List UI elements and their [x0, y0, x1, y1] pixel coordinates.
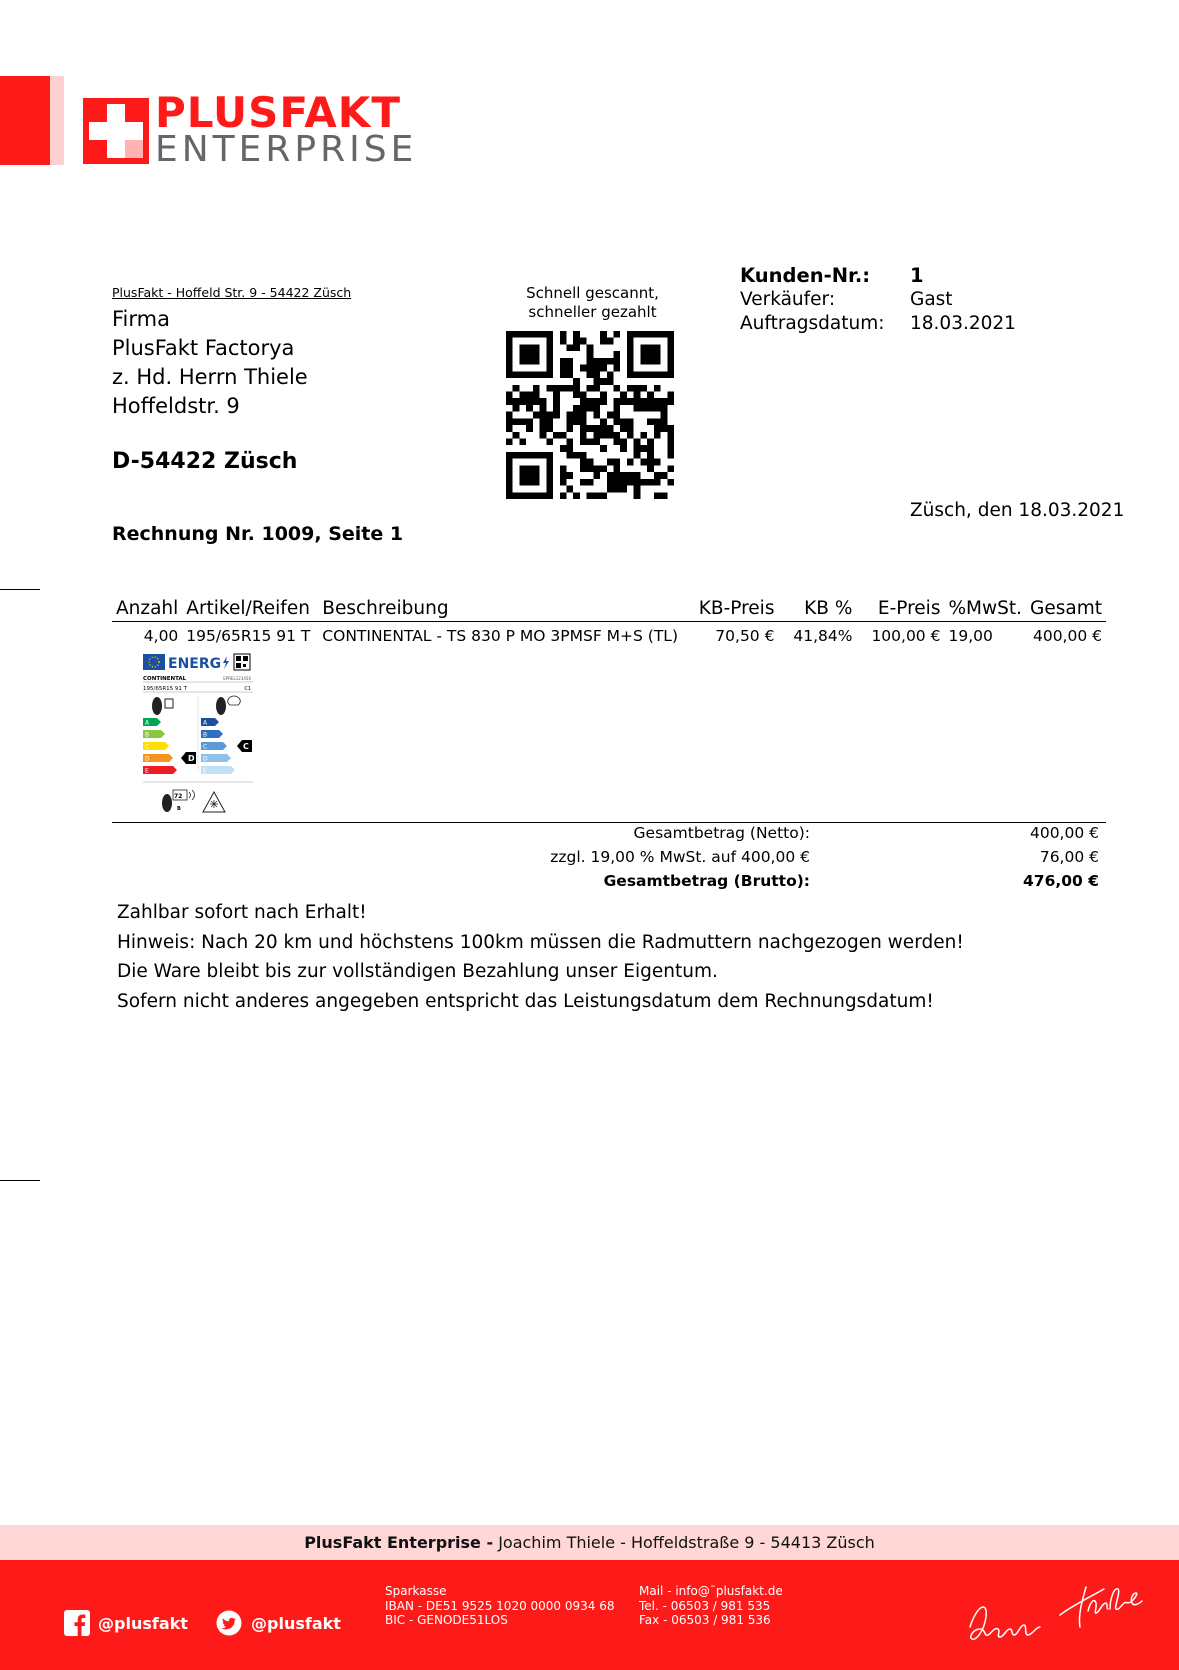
cell-unit-price: 100,00 €: [871, 627, 941, 645]
gross-total-label: Gesamtbetrag (Brutto):: [603, 872, 810, 890]
svg-text:D: D: [145, 755, 150, 763]
label-code: EPREL123456: [223, 676, 251, 681]
contact-fax: Fax - 06503 / 981 536: [639, 1613, 771, 1627]
items-table: [112, 596, 1106, 650]
net-total-label: Gesamtbetrag (Netto):: [633, 824, 810, 842]
vat-value: 76,00 €: [1039, 848, 1099, 866]
table-header-row: [112, 596, 1106, 622]
col-header-quantity: Anzahl: [112, 596, 182, 622]
col-header-vat: %MwSt.: [944, 596, 1026, 622]
col-header-article: Artikel/Reifen: [182, 596, 318, 622]
customer-number-value: 1: [910, 264, 924, 287]
fold-mark: [0, 589, 40, 590]
cell-quantity: 4,00: [143, 627, 179, 645]
contact-mail[interactable]: Mail - info@¯plusfakt.de: [639, 1584, 783, 1598]
seller-value: Gast: [910, 289, 953, 310]
twitter-link[interactable]: [215, 1610, 341, 1636]
gross-total-value: 476,00 €: [1023, 872, 1099, 890]
contact-phone: Tel. - 06503 / 981 535: [639, 1598, 771, 1613]
noise-db: 72: [174, 793, 183, 800]
fuel-tyre-icon: [152, 697, 162, 715]
signature: [960, 1565, 1160, 1665]
totals-separator: [112, 822, 1106, 823]
scan-caption: Schnell gescannt, schneller gezahlt: [526, 284, 659, 321]
logo-red-bar: [0, 76, 50, 165]
net-total-value: 400,00 €: [1029, 824, 1099, 842]
sender-line: PlusFakt - Hoffeld Str. 9 - 54422 Züsch: [112, 285, 352, 300]
recipient-line: Hoffeldstr. 9: [112, 394, 240, 418]
wet-tyre-icon: [216, 697, 226, 715]
place-date: Züsch, den 18.03.2021: [910, 500, 1125, 521]
logo-text-enterprise: ENTERPRISE: [155, 129, 418, 170]
note-line: Sofern nicht anderes angegeben entspricht das Leistungsdatum dem Rechnungsdatum!: [117, 990, 934, 1012]
svg-text:C: C: [203, 743, 208, 751]
svg-text:B: B: [203, 731, 208, 739]
logo-text-plusfakt: PLUSFAKT: [155, 88, 401, 137]
label-class: C1: [244, 686, 251, 692]
customer-number-label: Kunden-Nr.:: [740, 264, 871, 287]
recipient-line: Firma: [112, 307, 170, 331]
eu-flag-icon: [143, 654, 165, 670]
order-date-label: Auftragsdatum:: [740, 313, 885, 334]
fold-mark: [0, 1180, 40, 1181]
note-line: Zahlbar sofort nach Erhalt!: [117, 902, 367, 923]
table-row: [112, 622, 1106, 651]
twitter-icon: [215, 1610, 243, 1636]
footer-company-address: Joachim Thiele - Hoffeldstraße 9 - 54413 Züsch: [493, 1533, 875, 1552]
col-header-description: Beschreibung: [318, 596, 690, 622]
wet-rating: C: [243, 742, 249, 751]
tyre-energy-label: [143, 652, 253, 818]
noise-class: B: [177, 806, 181, 812]
recipient-line: z. Hd. Herrn Thiele: [112, 365, 308, 389]
svg-text:B: B: [145, 731, 150, 739]
qr-code-icon: [505, 331, 675, 499]
cell-kb-percent: 41,84%: [793, 627, 853, 645]
vat-label: zzgl. 19,00 % MwSt. auf 400,00 €: [550, 848, 810, 866]
invoice-meta: [740, 264, 1016, 336]
order-date-value: 18.03.2021: [910, 313, 1016, 334]
recipient-city: D-54422 Züsch: [112, 449, 298, 474]
invoice-title: Rechnung Nr. 1009, Seite 1: [112, 523, 404, 545]
cell-article: 195/65R15 91 T: [186, 627, 311, 645]
cell-vat: 19,00: [948, 627, 993, 645]
bank-details: Sparkasse IBAN - DE51 9525 1020 0000 0934 68 BIC - GENODE51LOS: [385, 1584, 615, 1627]
svg-text:A: A: [203, 719, 208, 727]
cell-kb-price: 70,50 €: [715, 627, 775, 645]
note-line: Hinweis: Nach 20 km und höchstens 100km müssen die Radmuttern nachgezogen werden!: [117, 931, 964, 953]
footer-company-name: PlusFakt Enterprise -: [304, 1533, 494, 1552]
logo-cross-icon: [83, 98, 149, 164]
label-title: ENERG: [168, 656, 222, 672]
svg-text:E: E: [145, 767, 149, 775]
fuel-rating: D: [188, 754, 195, 763]
note-line: Die Ware bleibt bis zur vollständigen Bezahlung unser Eigentum.: [117, 961, 718, 982]
label-brand: CONTINENTAL: [143, 676, 187, 682]
svg-text:A: A: [145, 719, 150, 727]
logo-pink-bar: [50, 76, 64, 165]
svg-text:C: C: [145, 743, 150, 751]
facebook-link[interactable]: [64, 1610, 188, 1636]
payment-notes: [117, 898, 964, 1016]
facebook-handle: @plusfakt: [98, 1613, 188, 1633]
facebook-icon: [64, 1610, 90, 1636]
col-header-kb-percent: KB %: [778, 596, 856, 622]
label-size: 195/65R15 91 T: [143, 686, 188, 692]
col-header-total: Gesamt: [1026, 596, 1106, 622]
twitter-handle: @plusfakt: [251, 1613, 341, 1633]
col-header-unit-price: E-Preis: [856, 596, 944, 622]
svg-text:E: E: [203, 767, 207, 775]
contact-details: [639, 1584, 783, 1628]
col-header-kb-price: KB-Preis: [690, 596, 778, 622]
cell-total: 400,00 €: [1032, 627, 1102, 645]
recipient-line: PlusFakt Factorya: [112, 336, 295, 360]
seller-label: Verkäufer:: [740, 289, 836, 310]
cell-description: CONTINENTAL - TS 830 P MO 3PMSF M+S (TL): [322, 627, 678, 645]
footer-company-strip: [0, 1525, 1179, 1560]
svg-text:D: D: [203, 755, 208, 763]
